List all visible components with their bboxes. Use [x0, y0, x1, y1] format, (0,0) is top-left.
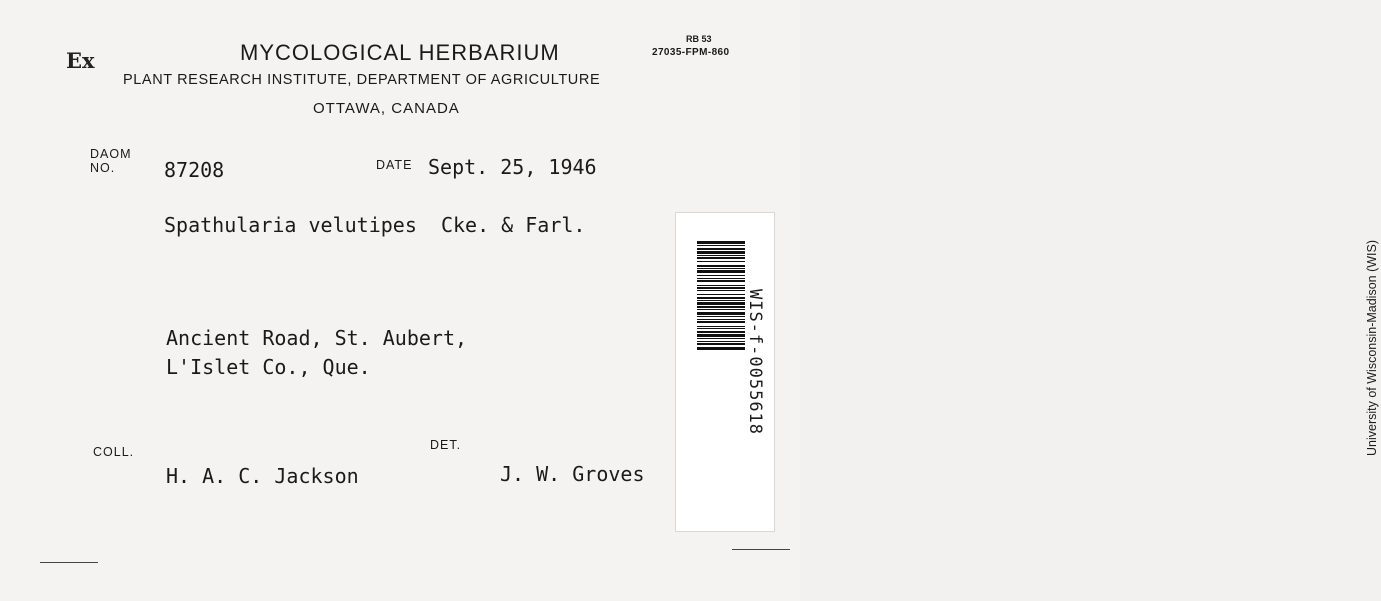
form-code: 27035-FPM-860 [652, 47, 730, 58]
barcode-bar [697, 290, 745, 291]
catalog-number: WIS-f-0055618 [745, 288, 765, 436]
barcode-bar [697, 261, 745, 262]
species-name: Spathularia velutipes Cke. & Farl. [164, 213, 586, 237]
daom-label-line2: NO. [90, 161, 116, 175]
locality-line-1: Ancient Road, St. Aubert, [166, 326, 468, 350]
barcode-bar [697, 270, 745, 273]
rb-code: RB 53 [686, 34, 712, 44]
barcode-bar [697, 316, 745, 317]
barcode-bar [697, 251, 745, 254]
barcode-bar [697, 245, 745, 246]
barcode-bar [697, 265, 745, 267]
daom-number-label [90, 147, 132, 175]
collector-label: COLL. [93, 445, 135, 459]
barcode-label [675, 212, 1379, 532]
herbarium-title: MYCOLOGICAL HERBARIUM [240, 40, 560, 65]
barcode-bar [697, 278, 745, 279]
barcode-bar [697, 255, 745, 256]
institute-name: PLANT RESEARCH INSTITUTE, DEPARTMENT OF AGRICULTURE [123, 72, 601, 88]
barcode-bar [697, 302, 745, 305]
barcode-bar [697, 347, 745, 350]
barcode-bar [697, 294, 745, 295]
daom-label-line1: DAOM [90, 147, 132, 161]
collection-date: Sept. 25, 1946 [428, 155, 597, 179]
barcode-institution-text: University of Wisconsin-Madison (WIS) [1365, 239, 1379, 456]
barcode-bar [697, 326, 745, 327]
barcode-bar [697, 312, 745, 315]
barcode-bar [697, 306, 745, 308]
barcode-bar [697, 297, 745, 299]
determiner-name: J. W. Groves [500, 462, 645, 486]
barcode-bar [697, 319, 745, 320]
barcode-bar [697, 328, 745, 329]
barcode-bar [697, 331, 745, 333]
barcode-bar [697, 334, 745, 337]
barcode-bar [697, 241, 745, 244]
barcode-bar [697, 343, 745, 345]
bottom-left-rule [40, 562, 98, 563]
barcode-bar [697, 275, 745, 276]
institute-location: OTTAWA, CANADA [313, 100, 460, 117]
barcode-bar [697, 268, 745, 269]
barcode-bar [697, 287, 745, 289]
determiner-label: DET. [430, 438, 462, 452]
barcode-bar [697, 257, 745, 259]
bottom-right-rule [732, 549, 790, 550]
barcode-bar [697, 338, 745, 339]
barcode-bar [697, 285, 745, 286]
barcode-icon [697, 241, 745, 497]
ex-stamp: Ex [66, 48, 95, 73]
barcode-bar [697, 321, 745, 323]
barcode-bar [697, 300, 745, 301]
barcode-bar [697, 280, 745, 282]
barcode-bar [697, 341, 745, 342]
collector-name: H. A. C. Jackson [166, 464, 359, 488]
specimen-number: 87208 [164, 158, 225, 182]
barcode-bar [697, 248, 745, 250]
barcode-bar [697, 309, 745, 310]
locality-line-2: L'Islet Co., Que. [166, 355, 371, 379]
date-label: DATE [376, 158, 413, 172]
